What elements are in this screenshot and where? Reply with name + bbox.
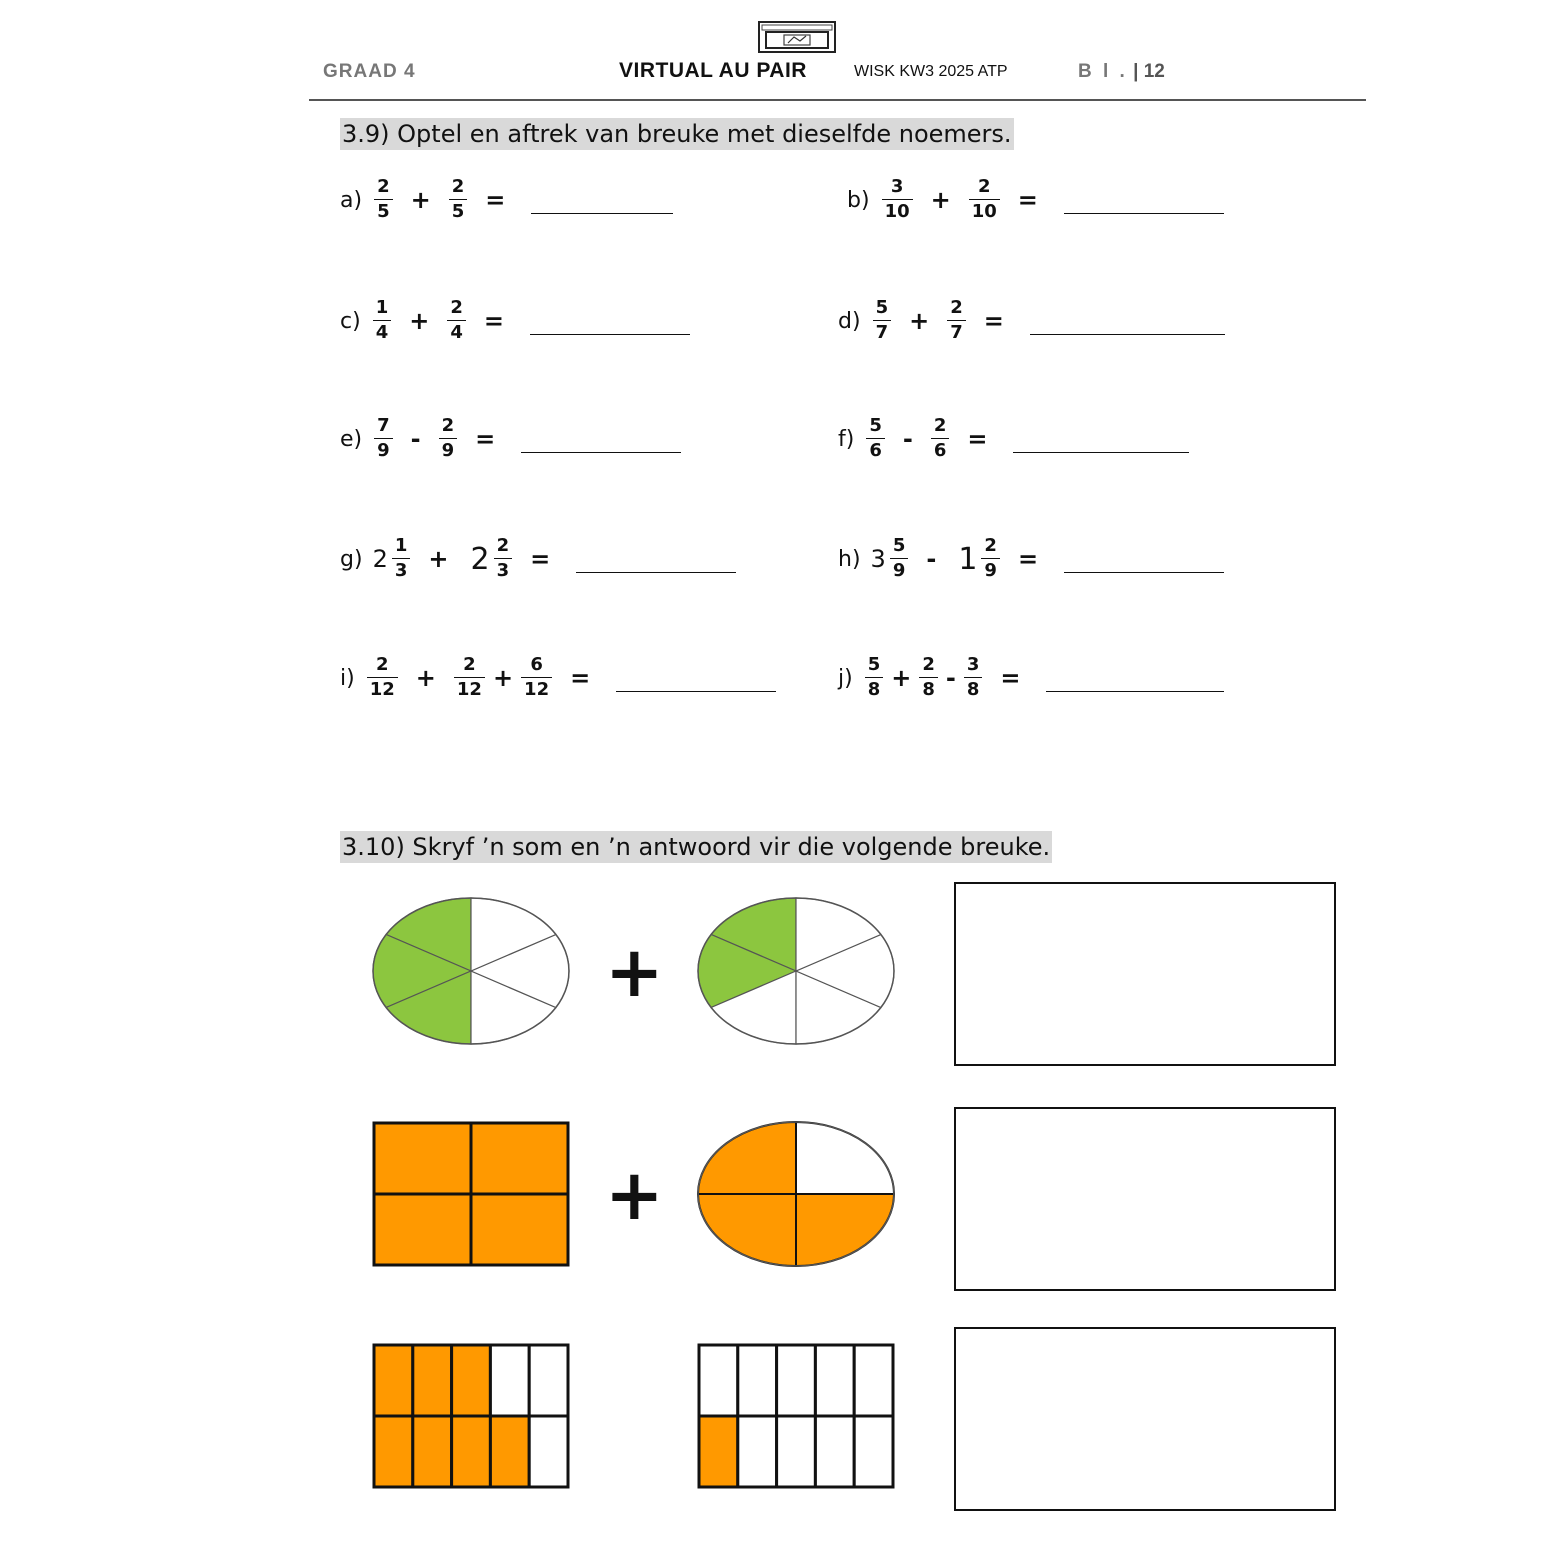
numerator: 2 (984, 535, 997, 557)
answer-box-2[interactable] (954, 1107, 1336, 1291)
problem-d (838, 286, 1225, 356)
shaded-slice (698, 1194, 796, 1266)
shaded-cell (471, 1194, 568, 1265)
empty-cell (815, 1345, 854, 1416)
problem-label: a) (340, 187, 363, 213)
numerator: 2 (441, 415, 455, 437)
fraction (439, 417, 458, 461)
denominator: 10 (969, 199, 1000, 222)
diagram-row-2-right (697, 1121, 895, 1267)
equals-sign: = (530, 545, 551, 573)
problem-label: f) (838, 426, 855, 452)
minus-operator: - (945, 664, 956, 692)
problem-label: e) (340, 426, 363, 452)
denominator: 9 (374, 438, 393, 461)
minus-operator: - (926, 545, 937, 573)
equals-sign: = (1017, 545, 1039, 573)
denominator: 9 (981, 558, 1000, 581)
fraction (882, 178, 913, 222)
fraction (449, 178, 468, 222)
numerator: 5 (875, 297, 889, 319)
numerator: 3 (966, 654, 980, 676)
denominator: 8 (919, 677, 938, 700)
empty-cell (815, 1416, 854, 1487)
answer-blank[interactable] (576, 546, 736, 573)
diagram-row-2-left (372, 1121, 570, 1267)
equals-sign: = (485, 186, 506, 214)
problem-label: h) (838, 546, 861, 572)
equals-sign: = (483, 307, 504, 335)
fraction (447, 299, 466, 343)
diagram-row-3-left (372, 1343, 570, 1489)
plus-operator: + (909, 307, 930, 335)
equals-sign: = (1000, 664, 1021, 692)
numerator: 5 (892, 535, 906, 557)
numerator: 6 (530, 654, 543, 676)
empty-cell (854, 1416, 893, 1487)
plus-operator: + (415, 664, 436, 692)
subject-code: WISK KW3 2025 ATP (854, 63, 1008, 80)
denominator: 9 (439, 438, 458, 461)
denominator: 12 (521, 677, 552, 700)
numerator: 2 (375, 654, 389, 676)
problem-j (838, 643, 1224, 713)
shaded-cell (374, 1345, 413, 1416)
fraction (521, 656, 552, 700)
numerator: 2 (451, 176, 465, 198)
problem-c (340, 286, 690, 356)
numerator: 5 (867, 654, 881, 676)
problem-b (847, 165, 1224, 235)
numerator: 2 (496, 535, 510, 557)
numerator: 5 (869, 415, 882, 437)
page-prefix: B l . (1078, 61, 1128, 82)
answer-box-1[interactable] (954, 882, 1336, 1066)
empty-cell (529, 1345, 568, 1416)
plus-sign-row-2: + (605, 1154, 664, 1236)
empty-cell (854, 1345, 893, 1416)
diagram-row-3-right (697, 1343, 895, 1489)
answer-blank[interactable] (530, 308, 690, 335)
problem-label: i) (340, 665, 355, 691)
denominator: 12 (454, 677, 485, 700)
denominator: 5 (374, 199, 393, 222)
minus-operator: - (902, 425, 913, 453)
numerator: 1 (394, 535, 408, 557)
answer-blank[interactable] (1064, 187, 1224, 214)
empty-cell (777, 1345, 816, 1416)
fraction (866, 417, 885, 461)
numerator: 3 (890, 176, 904, 198)
shaded-cell (413, 1345, 452, 1416)
page-number-value: 12 (1143, 61, 1165, 82)
empty-cell (738, 1416, 777, 1487)
minus-operator: - (410, 425, 421, 453)
whole-number: 2 (470, 541, 490, 577)
denominator: 12 (367, 677, 398, 700)
problem-a (340, 165, 673, 235)
shaded-cell (452, 1345, 491, 1416)
plus-operator: + (891, 664, 912, 692)
problem-f (838, 404, 1189, 474)
problem-g (340, 524, 736, 594)
answer-blank[interactable] (1030, 308, 1225, 335)
empty-cell (490, 1345, 529, 1416)
plus-operator: + (409, 307, 430, 335)
plus-operator: + (428, 545, 449, 573)
virtual-au-pair-logo (758, 21, 836, 53)
fraction (873, 299, 892, 343)
header-rule (309, 99, 1366, 101)
plus-sign-row-1: + (605, 931, 664, 1013)
empty-cell (699, 1345, 738, 1416)
denominator: 4 (447, 320, 466, 343)
empty-cell (529, 1416, 568, 1487)
fraction (367, 656, 398, 700)
plus-operator: + (492, 664, 514, 692)
page-separator: | (1133, 61, 1139, 82)
answer-blank[interactable] (616, 665, 776, 692)
empty-slice (796, 1122, 894, 1194)
numerator: 2 (978, 176, 991, 198)
numerator: 2 (463, 654, 476, 676)
numerator: 1 (375, 297, 389, 319)
denominator: 8 (964, 677, 983, 700)
fraction (931, 417, 950, 461)
problem-label: c) (340, 308, 361, 334)
problem-label: g) (340, 546, 363, 572)
whole-number: 2 (372, 545, 388, 573)
numerator: 2 (933, 415, 947, 437)
fraction (981, 537, 1000, 581)
plus-operator: + (410, 186, 431, 214)
denominator: 9 (890, 558, 909, 581)
equals-sign: = (570, 664, 591, 692)
problem-e (340, 404, 681, 474)
fraction (374, 178, 393, 222)
numerator: 7 (377, 415, 390, 437)
answer-blank[interactable] (531, 187, 673, 214)
denominator: 3 (494, 558, 513, 581)
numerator: 2 (922, 654, 935, 676)
equals-sign: = (983, 307, 1004, 335)
denominator: 6 (866, 438, 885, 461)
shaded-cell (452, 1416, 491, 1487)
brand-title: VIRTUAL AU PAIR (619, 59, 807, 82)
fraction (947, 299, 966, 343)
numerator: 2 (450, 297, 463, 319)
denominator: 5 (449, 199, 468, 222)
fraction (454, 656, 485, 700)
answer-blank[interactable] (1013, 426, 1189, 453)
problem-label: d) (838, 308, 861, 334)
fraction (890, 537, 909, 581)
numerator: 2 (950, 297, 963, 319)
shaded-cell (413, 1416, 452, 1487)
denominator: 4 (373, 320, 392, 343)
section-3-9-heading: 3.9) Optel en aftrek van breuke met dieselfde noemers. (342, 120, 1012, 148)
shaded-slice (796, 1194, 894, 1266)
empty-cell (777, 1416, 816, 1487)
section-3-10-heading: 3.10) Skryf ’n som en ’n antwoord vir die volgende breuke. (342, 833, 1051, 861)
denominator: 8 (865, 677, 884, 700)
shaded-cell (490, 1416, 529, 1487)
equals-sign: = (1017, 186, 1038, 214)
plus-operator: + (930, 186, 951, 214)
shaded-slice (698, 1122, 796, 1194)
shaded-cell (374, 1194, 471, 1265)
fraction (494, 537, 513, 581)
grade-label: GRAAD 4 (323, 61, 416, 82)
empty-cell (738, 1345, 777, 1416)
shaded-cell (374, 1416, 413, 1487)
problem-label: j) (838, 665, 853, 691)
equals-sign: = (475, 425, 496, 453)
denominator: 10 (882, 199, 913, 222)
whole-number: 3 (870, 545, 886, 573)
answer-box-3[interactable] (954, 1327, 1336, 1511)
answer-blank[interactable] (521, 426, 681, 453)
denominator: 6 (931, 438, 950, 461)
problem-i (340, 643, 776, 713)
denominator: 7 (873, 320, 892, 343)
fraction (919, 656, 938, 700)
answer-blank[interactable] (1064, 546, 1224, 573)
denominator: 7 (947, 320, 966, 343)
fraction (373, 299, 392, 343)
fraction (374, 417, 393, 461)
page-number (1078, 61, 1165, 83)
shaded-cell (699, 1416, 738, 1487)
diagram-row-1-left (372, 897, 570, 1045)
equals-sign: = (967, 425, 988, 453)
numerator: 2 (377, 176, 390, 198)
fraction (964, 656, 983, 700)
fraction (392, 537, 411, 581)
problem-h (838, 524, 1224, 594)
shaded-cell (374, 1123, 471, 1194)
shaded-cell (471, 1123, 568, 1194)
denominator: 3 (392, 558, 411, 581)
answer-blank[interactable] (1046, 665, 1224, 692)
fraction (865, 656, 884, 700)
diagram-row-1-right (697, 897, 895, 1045)
whole-number: 1 (958, 541, 978, 577)
problem-label: b) (847, 187, 870, 213)
fraction (969, 178, 1000, 222)
